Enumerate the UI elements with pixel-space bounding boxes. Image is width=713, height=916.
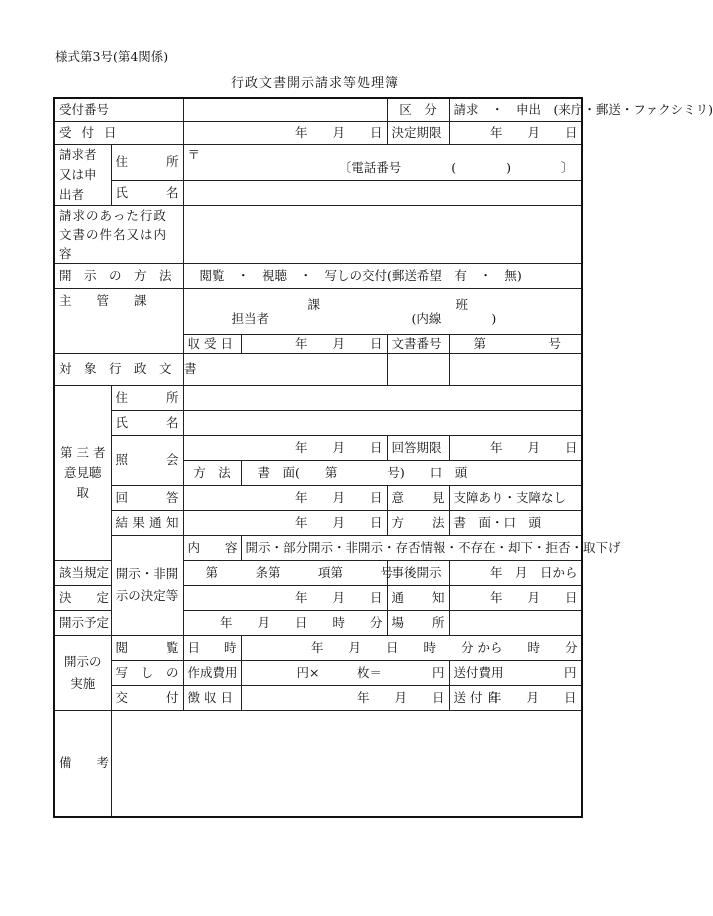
field-result-notice-method[interactable]: 書 面・口 頭 [449,510,582,535]
row-department [54,288,582,334]
label-creation-cost: 作成費用 [183,660,241,685]
field-opinion[interactable]: 支障あり・支障なし [449,485,582,510]
field-sending-date[interactable] [449,685,582,710]
field-requester-address[interactable] [183,144,582,180]
field-post-disclosure-date[interactable]: 年 月 日から [449,560,582,585]
field-result-notice-date[interactable]: 年 月 日 [183,510,387,535]
person-in-charge-label: 担当者 [231,310,270,326]
field-third-address[interactable] [183,385,582,410]
field-inquiry-method[interactable]: 書 面( 第 号) 口 頭 [241,460,582,485]
row-document-subject [54,205,582,263]
row-requester-name [54,180,582,205]
row-inquiry [54,435,582,460]
field-third-name[interactable] [183,410,582,435]
label-notice: 通 知 [387,585,449,610]
field-reception-date[interactable]: 年 月 日 [183,121,387,144]
field-content-options[interactable]: 開示・部分開示・非開示・存否情報・不存在・却下・拒否・取下げ [241,535,582,560]
label-content: 内 容 [183,535,241,560]
label-third-party: 第 三 者意見聴取 [54,385,111,560]
label-applicable-rule: 該当規定 [54,560,111,585]
field-remarks[interactable] [111,710,582,817]
row-third-name [54,410,582,435]
label-result-notice: 結果通知 [111,510,183,535]
field-creation-cost[interactable]: 円× 枚＝ 円 [241,660,449,685]
label-third-name: 氏 名 [111,410,183,435]
field-applicable-rule[interactable]: 第 条第 項第 号 [183,560,387,585]
label-method: 方 法 [183,460,241,485]
label-received-date: 収 受 日 [183,334,241,353]
field-target-document-1[interactable] [183,353,387,385]
field-requester-name[interactable] [183,180,582,205]
row-response [54,485,582,510]
row-reception-date [54,121,582,144]
field-disclosure-method[interactable]: 閲覧 ・ 視聴 ・ 写しの交付(郵送希望 有 ・ 無) [183,263,582,288]
label-method2: 方 法 [387,510,449,535]
label-category: 区 分 [387,98,449,121]
label-address: 住 所 [111,144,183,180]
field-collection-date[interactable]: 年 月 日 [241,685,449,710]
label-viewing: 閲 覧 [111,635,183,660]
field-reception-number[interactable] [183,98,387,121]
field-disclosure-schedule[interactable]: 年 月 日 時 分 [183,610,387,635]
label-decision-block: 開示・非開示の決定等 [111,535,183,635]
form-number: 様式第3号(第4関係) [55,49,169,64]
label-decision: 決 定 [54,585,111,610]
label-reception-number: 受付番号 [54,98,183,121]
field-inquiry-date[interactable]: 年 月 日 [183,435,387,460]
team-label: 班 [455,296,469,312]
label-inquiry: 照 会 [111,435,183,485]
processing-register-table [53,97,713,818]
label-remarks: 備 考 [54,710,111,817]
field-notice-date[interactable]: 年 月 日 [449,585,582,610]
label-response: 回 答 [111,485,183,510]
field-shipping-cost[interactable] [449,660,582,685]
label-requester: 請求者又は申出者 [54,144,111,205]
row-viewing [54,635,582,660]
label-implementation: 開示の実施 [54,635,111,710]
label-decision-deadline: 決定期限 [387,121,449,144]
row-third-address [54,385,582,410]
label-department: 主 管 課 [54,288,183,353]
label-answer-deadline: 回答期限 [387,435,449,460]
label-collection-date: 徴 収 日 [183,685,241,710]
field-response-date[interactable]: 年 月 日 [183,485,387,510]
sending-date-format: 年 月 日 [489,689,577,705]
label-copy-line1: 写 し の [111,660,183,685]
label-datetime: 日 時 [183,635,241,660]
label-disclosure-schedule: 開示予定 [54,610,111,635]
label-third-address: 住 所 [111,385,183,410]
field-department[interactable] [183,288,582,334]
field-answer-deadline[interactable]: 年 月 日 [449,435,582,460]
label-place: 場 所 [387,610,449,635]
field-target-document-3[interactable] [449,353,582,385]
row-decision-content [54,535,582,560]
field-decision-deadline[interactable]: 年 月 日 [449,121,582,144]
form-title: 行政文書開示請求等処理簿 [230,76,399,91]
row-disclosure-method [54,263,582,288]
field-received-date[interactable]: 年 月 日 [241,334,387,353]
row-target-document [54,353,582,385]
field-document-subject[interactable] [183,205,582,263]
row-reception-number [54,98,582,121]
postal-mark: 〒 [187,146,201,162]
label-shipping-cost: 送付費用 [453,664,504,680]
row-copy-cost [54,660,582,685]
row-remarks [54,710,582,817]
extension-label: (内線 ) [411,310,497,326]
field-target-document-2[interactable] [387,353,449,385]
label-document-number: 文書番号 [387,334,449,353]
row-requester-address [54,144,582,180]
label-name: 氏 名 [111,180,183,205]
label-post-disclosure: 事後開示 [387,560,449,585]
field-place[interactable] [449,610,582,635]
label-target-document: 対 象 行 政 文 書 [54,353,183,385]
row-copy-dates [54,685,582,710]
row-result-notice [54,510,582,535]
field-document-number[interactable]: 第 号 [449,334,582,353]
phone-number-field[interactable]: 〔電話番号 ( ) 〕 [338,159,574,175]
field-category-options[interactable]: 請求 ・ 申出 (来庁・郵送・ファクシミリ) [449,98,582,121]
label-reception-date: 受 付 日 [54,121,183,144]
label-document-subject: 請求のあった行政文書の件名又は内容 [54,205,183,263]
field-decision-date[interactable]: 年 月 日 [183,585,387,610]
label-yen: 円 [564,664,577,680]
label-copy-line2: 交 付 [111,685,183,710]
label-sending-date: 送 付 日 [453,689,499,705]
field-viewing-datetime[interactable]: 年 月 日 時 分 から 時 分 [241,635,582,660]
label-disclosure-method: 開 示 の 方 法 [54,263,183,288]
label-opinion: 意 見 [387,485,449,510]
section-label: 課 [307,296,321,312]
